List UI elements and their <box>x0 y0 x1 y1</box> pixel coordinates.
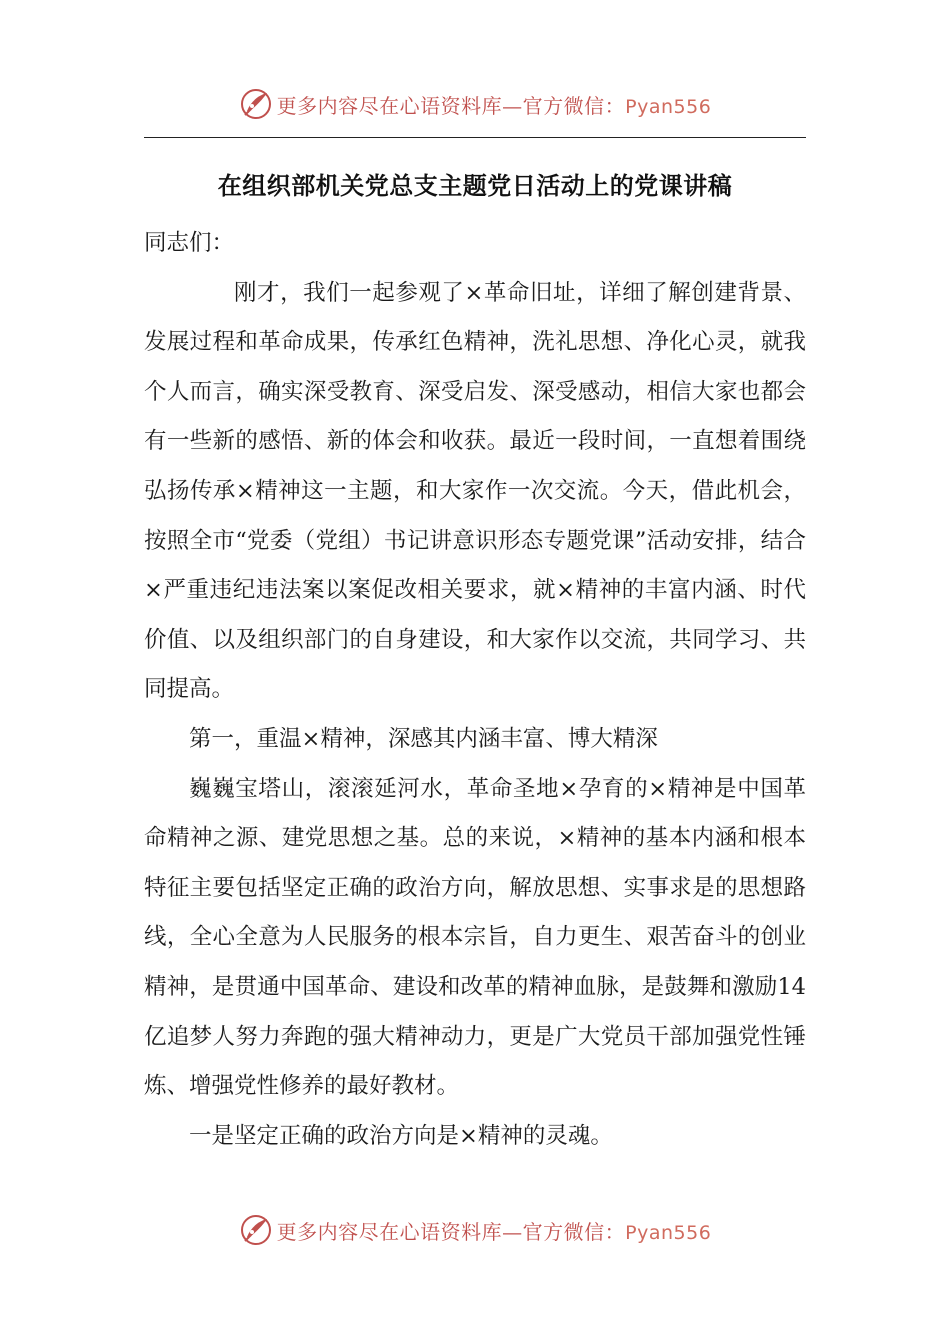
footer-wechat-label: 官方微信： <box>522 1219 626 1244</box>
header-wechat-label: 官方微信： <box>522 93 626 118</box>
header-banner <box>0 84 950 124</box>
header-wechat-id: Pyan556 <box>625 95 712 118</box>
pen-logo-icon <box>239 1213 273 1247</box>
salutation: 同志们： <box>144 230 235 256</box>
paragraph: 一是坚定正确的政治方向是×精神的灵魂。 <box>189 1122 613 1149</box>
header-brand: 更多内容尽在心语资料库 <box>276 93 503 118</box>
header-banner-text <box>277 90 712 119</box>
document-body <box>144 219 806 1161</box>
paragraph: 刚才，我们一起参观了×革命旧址，详细了解创建背景、发展过程和革命成果，传承红色精神，洗礼思想、净化心灵，就我个人而言，确实深受教育、深受启发、深受感动，相信大家也都会有一些新的感悟、新的体会和收获。最近一段时间，一直想着围绕弘扬传承×精神这一主题，和大家作一次交流。今天，借此机会，按照全市“党委（党组）书记讲意识形态专题党课”活动安排，结合×严重违纪违法案以案促改相关要求，就×精神的丰富内涵、时代价值、以及组织部门的自身建设，和大家作以交流，共同学习、共同提高。 <box>144 279 806 703</box>
footer-banner-text <box>277 1216 712 1245</box>
section-heading: 第一，重温×精神，深感其内涵丰富、博大精深 <box>189 725 658 752</box>
paragraph: 巍巍宝塔山，滚滚延河水，革命圣地×孕育的×精神是中国革命精神之源、建党思想之基。总的来说，×精神的基本内涵和根本特征主要包括坚定正确的政治方向，解放思想、实事求是的思想路线，全心全意为人民服务的根本宗旨，自力更生、艰苦奋斗的创业精神，是贯通中国革命、建设和改革的精神血脉，是鼓舞和激励14亿追梦人努力奔跑的强大精神动力，更是广大党员干部加强党性锤炼、增强党性修养的最好教材。 <box>144 775 806 1100</box>
document-title: 在组织部机关党总支主题党日活动上的党课讲稿 <box>217 172 733 200</box>
footer-separator: — <box>502 1219 523 1244</box>
header-separator: — <box>502 93 523 118</box>
footer-banner <box>0 1210 950 1250</box>
footer-brand: 更多内容尽在心语资料库 <box>276 1219 503 1244</box>
pen-logo-icon <box>239 87 273 121</box>
footer-wechat-id: Pyan556 <box>625 1221 712 1244</box>
header-divider <box>144 137 806 138</box>
